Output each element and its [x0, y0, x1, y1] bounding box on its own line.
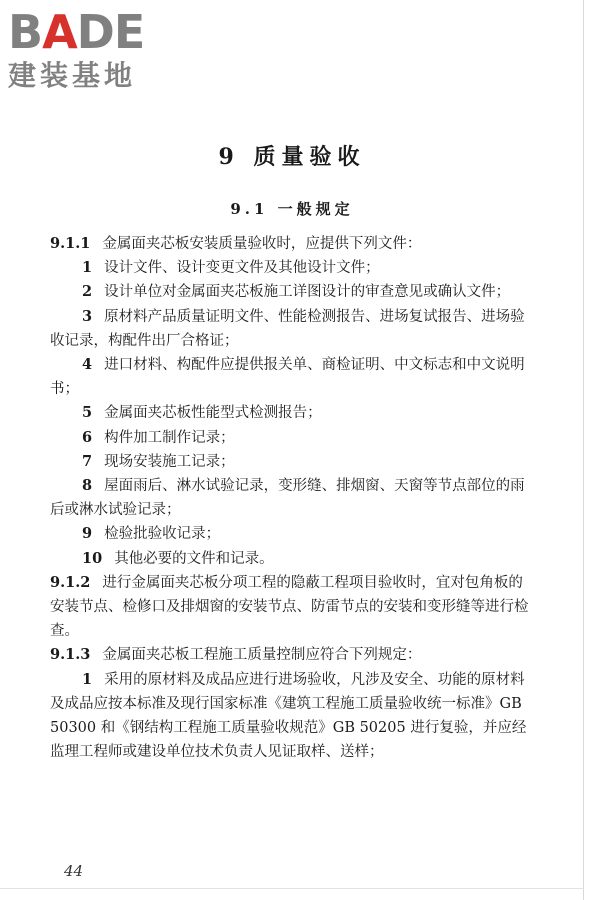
item-text: 进口材料、构配件应提供报关单、商检证明、中文标志和中文说明书； — [50, 357, 525, 398]
clause-number: 9.1.1 — [50, 235, 91, 252]
item-text: 采用的原材料及成品应进行进场验收，凡涉及安全、功能的原材料及成品应按本标准及现行国家标准《建筑工程施工质量验收统一标准》GB 50300 和《钢结构工程施工质量验收规范》GB 50205 进行复验，并应经监理工程师或建设单位技术负责人见证取样、送样； — [50, 671, 527, 761]
clause-number: 9.1.2 — [50, 573, 91, 591]
item-number: 1 — [82, 670, 93, 688]
clause-text: 金属面夹芯板工程施工质量控制应符合下列规定： — [102, 647, 422, 664]
page-bottom-edge — [0, 888, 584, 889]
paragraph-item — [50, 401, 530, 425]
item-number: 5 — [82, 404, 93, 422]
paragraph-item — [50, 280, 530, 304]
item-text: 其他必要的文件和记录。 — [114, 550, 274, 567]
clause-number: 9.1.3 — [50, 646, 91, 664]
clause-text: 金属面夹芯板安装质量验收时，应提供下列文件： — [102, 236, 422, 252]
item-text: 原材料产品质量证明文件、性能检测报告、进场复试报告、进场验收记录，构配件出厂合格证； — [50, 308, 525, 349]
bade-logo — [8, 6, 144, 92]
body-text — [50, 232, 530, 764]
paragraph-item — [50, 305, 530, 353]
paragraph-clause — [50, 571, 530, 644]
item-number: 9 — [82, 525, 93, 543]
logo-wordmark — [8, 6, 144, 58]
item-number: 8 — [82, 477, 93, 495]
item-number: 10 — [82, 549, 103, 567]
item-number: 6 — [82, 428, 93, 446]
item-text: 构件加工制作记录； — [104, 429, 235, 446]
logo-letter-a: A — [42, 5, 77, 59]
chapter-title: 9 质量验收 — [218, 144, 366, 170]
page-edge — [583, 0, 584, 900]
item-number: 4 — [82, 356, 93, 374]
paragraph-item — [50, 450, 530, 474]
paragraph-item — [50, 547, 530, 571]
paragraph-item — [50, 522, 530, 546]
paragraph-item — [50, 668, 530, 765]
paragraph-clause — [50, 232, 530, 256]
logo-letters-de: DE — [76, 5, 145, 59]
page-number: 44 — [64, 862, 84, 880]
item-text: 设计文件、设计变更文件及其他设计文件； — [104, 260, 380, 277]
paragraph-item — [50, 256, 530, 280]
logo-subtitle: 建装基地 — [8, 59, 137, 92]
item-number: 2 — [82, 283, 93, 301]
section-title: 9.1 一般规定 — [230, 200, 354, 218]
paragraph-item — [50, 474, 530, 522]
item-text: 金属面夹芯板性能型式检测报告； — [104, 405, 322, 422]
item-text: 检验批验收记录； — [104, 526, 221, 543]
paragraph-item — [50, 353, 530, 401]
paragraph-item — [50, 426, 530, 450]
item-number: 7 — [82, 452, 93, 470]
logo-letter-b: B — [8, 5, 43, 59]
item-text: 设计单位对金属面夹芯板施工详图设计的审查意见或确认文件； — [104, 284, 511, 301]
item-number: 3 — [82, 307, 93, 325]
item-number: 1 — [82, 259, 93, 277]
clause-text: 进行金属面夹芯板分项工程的隐蔽工程项目验收时，宜对包角板的安装节点、检修口及排烟窗的安装节点、防雷节点的安装和变形缝等进行检查。 — [50, 574, 529, 640]
item-text: 屋面雨后、淋水试验记录，变形缝、排烟窗、天窗等节点部位的雨后或淋水试验记录； — [50, 478, 525, 519]
paragraph-clause — [50, 643, 530, 667]
item-text: 现场安装施工记录； — [104, 453, 235, 470]
